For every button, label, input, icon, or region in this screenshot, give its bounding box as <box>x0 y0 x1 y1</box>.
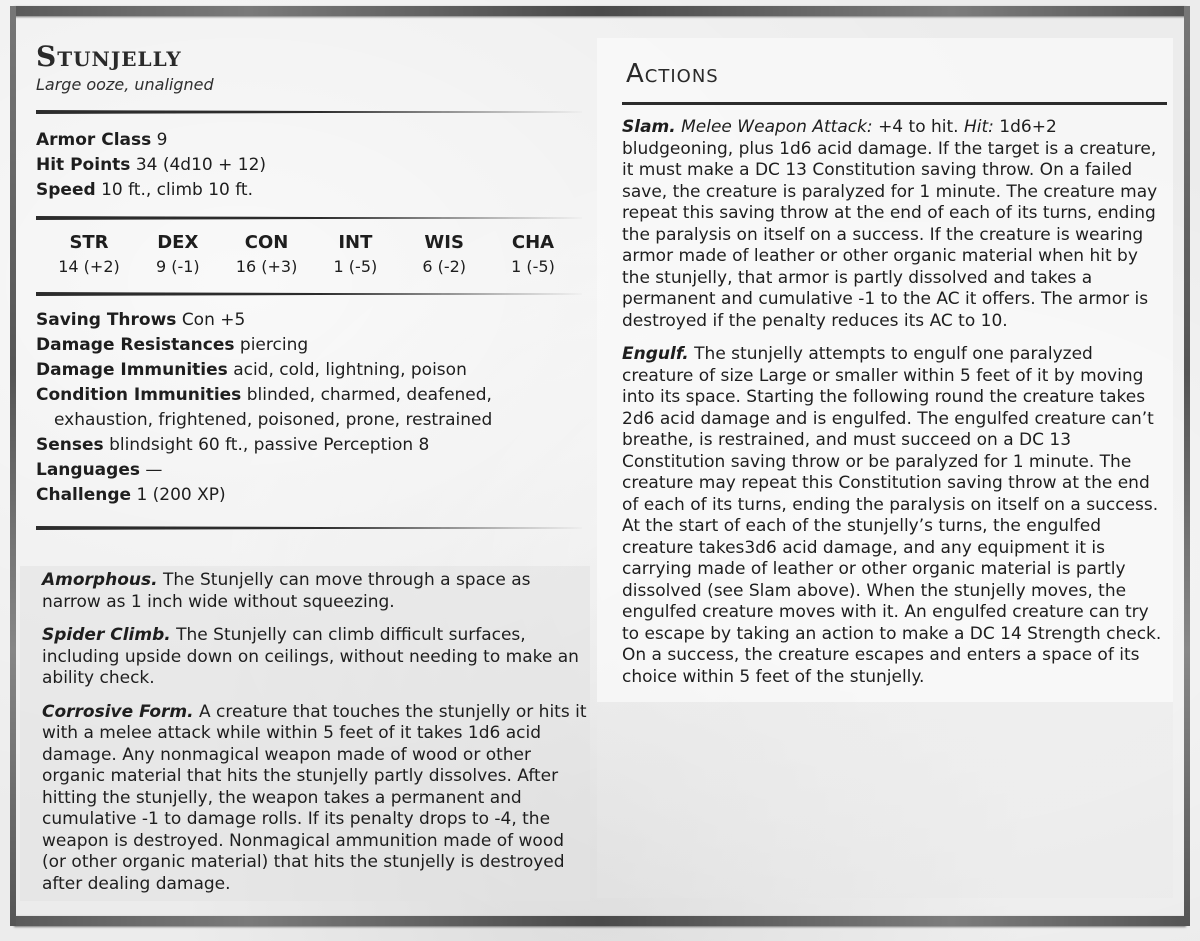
condition-immunities-line <box>36 383 586 408</box>
ability-value: 1 (-5) <box>333 257 378 276</box>
senses-line <box>36 433 586 458</box>
damage-resistances-line <box>36 333 586 358</box>
actions-heading-rule <box>622 102 1167 105</box>
monster-type: Large ooze, unaligned <box>36 75 214 94</box>
action-text: 1d6+2 bludgeoning, plus 1d6 acid damage. If the target is a creature, it must make a DC 13 Constitution saving throw. On a failed save, the creature is paralyzed for 1 minute. The creature may repeat this saving throw at the end of each of its turns, ending the paralysis on itself on a success. If the creature is wearing armor made of leather or other organic material when hit by the stunjelly, that armor is partly dissolved and takes a permanent and cumulative -1 to the AC it offers. The armor is destroyed if the penalty reduces its AC to 10. <box>622 117 1158 331</box>
condition-immunities-continued: exhaustion, frightened, poisoned, prone, restrained <box>54 410 493 430</box>
trait-text: The Stunjelly can move through a space as narrow as 1 inch wide without squeezing. <box>42 570 531 612</box>
action-slam <box>622 117 1167 332</box>
action-hit-label: Hit: <box>963 117 994 137</box>
page-border-left <box>10 6 16 926</box>
trait-text: A creature that touches the stunjelly or hits it with a melee attack while within 5 feet of it takes 1d6 acid damage. Any nonmagical weapon made of wood or other organic material that hits the stunjelly partly dissolves. After hitting the stunjelly, the weapon takes a permanent and cumulative -1 to damage rolls. If its penalty drops to -4, the weapon is destroyed. Nonmagical ammunition made of wood (or other organic material) that hits the stunjelly is destroyed after dealing damage. <box>42 701 587 894</box>
damage-resistances-value: piercing <box>239 335 309 355</box>
ability-value: 16 (+3) <box>235 257 298 276</box>
condition-immunities-label: Condition Immunities <box>36 385 242 405</box>
ability-value: 1 (-5) <box>511 257 555 276</box>
action-attack-type: Melee Weapon Attack: <box>681 117 873 137</box>
ability-value: 9 (-1) <box>155 257 200 276</box>
action-name: Engulf. <box>622 344 689 364</box>
ability-int <box>320 230 390 278</box>
stat-block-left-column <box>36 40 586 530</box>
hit-points-label: Hit Points <box>36 155 131 175</box>
ability-value: 6 (-2) <box>422 257 467 276</box>
ability-wis <box>409 230 479 278</box>
ability-name: CON <box>244 232 289 253</box>
trait-name: Corrosive Form. <box>42 701 194 722</box>
languages-line <box>36 458 586 483</box>
section-divider <box>36 526 586 530</box>
languages-value: — <box>145 460 163 480</box>
actions-panel-lower-background <box>597 702 1173 898</box>
ability-dex <box>143 230 213 278</box>
ability-name: WIS <box>424 232 464 253</box>
armor-class-value: 9 <box>156 130 168 150</box>
saving-throws-line <box>36 308 586 333</box>
ability-con <box>232 230 302 278</box>
ability-str <box>54 230 124 278</box>
action-name: Slam. <box>622 117 676 137</box>
armor-class-line <box>36 128 586 153</box>
damage-immunities-line <box>36 358 586 383</box>
monster-name: Stunjelly <box>36 40 182 73</box>
actions-column <box>622 56 1167 700</box>
trait-name: Amorphous. <box>42 570 158 590</box>
actions-heading: Actions <box>626 59 719 89</box>
trait-amorphous <box>42 570 587 613</box>
damage-resistances-label: Damage Resistances <box>36 335 235 355</box>
ability-value: 14 (+2) <box>58 257 120 276</box>
trait-corrosive-form <box>42 702 587 896</box>
languages-label: Languages <box>36 460 140 480</box>
speed-value: 10 ft., climb 10 ft. <box>101 180 253 200</box>
trait-name: Spider Climb. <box>42 625 171 645</box>
speed-label: Speed <box>36 180 96 200</box>
action-engulf <box>622 344 1167 688</box>
ability-name: DEX <box>157 232 199 253</box>
ability-name: CHA <box>511 232 555 253</box>
ability-scores <box>36 230 586 278</box>
trait-spider-climb <box>42 625 587 690</box>
traits-section <box>42 570 587 907</box>
ability-name: INT <box>338 232 373 253</box>
challenge-label: Challenge <box>36 485 132 505</box>
saving-throws-label: Saving Throws <box>36 310 177 330</box>
hit-points-value: 34 (4d10 + 12) <box>135 155 267 175</box>
page-border-bottom <box>14 916 1186 926</box>
action-text: The stunjelly attempts to engulf one paralyzed creature of size Large or smaller within 5 feet of it by moving into its space. Starting the following round the creature takes 2d6 acid damage and is engulfed. The engulfed creature can’t breathe, is restrained, and must succeed on a DC 13 Constitution saving throw or be paralyzed for 1 minute. The creature may repeat this Constitution saving throw at the end of each of its turns, ending the paralysis on itself on a success. At the start of each of the stunjelly’s turns, the engulfed creature takes3d6 acid damage, and any equipment it is carrying made of leather or other organic material is partly dissolved (see Slam above). When the stunjelly moves, the engulfed creature moves with it. An engulfed creature can try to escape by taking an action to make a DC 14 Strength check. On a success, the creature escapes and enters a space of its choice within 5 feet of the stunjelly. <box>622 344 1162 687</box>
damage-immunities-label: Damage Immunities <box>36 360 228 380</box>
senses-value: blindsight 60 ft., passive Perception 8 <box>109 435 430 455</box>
speed-line <box>36 178 586 203</box>
ability-name: STR <box>69 232 109 253</box>
senses-label: Senses <box>36 435 104 455</box>
trait-text: The Stunjelly can climb difficult surfaces, including upside down on ceilings, without needing to make an ability check. <box>42 625 579 688</box>
page-border-top <box>14 6 1186 16</box>
page-border-right <box>1184 6 1190 926</box>
challenge-line <box>36 483 586 508</box>
ability-cha <box>498 230 568 278</box>
armor-class-label: Armor Class <box>36 130 152 150</box>
challenge-value: 1 (200 XP) <box>136 485 226 505</box>
action-to-hit: +4 to hit. <box>878 117 959 137</box>
hit-points-line <box>36 153 586 178</box>
saving-throws-value: Con +5 <box>181 310 246 330</box>
condition-immunities-value: blinded, charmed, deafened, <box>246 385 492 405</box>
damage-immunities-value: acid, cold, lightning, poison <box>233 360 467 380</box>
